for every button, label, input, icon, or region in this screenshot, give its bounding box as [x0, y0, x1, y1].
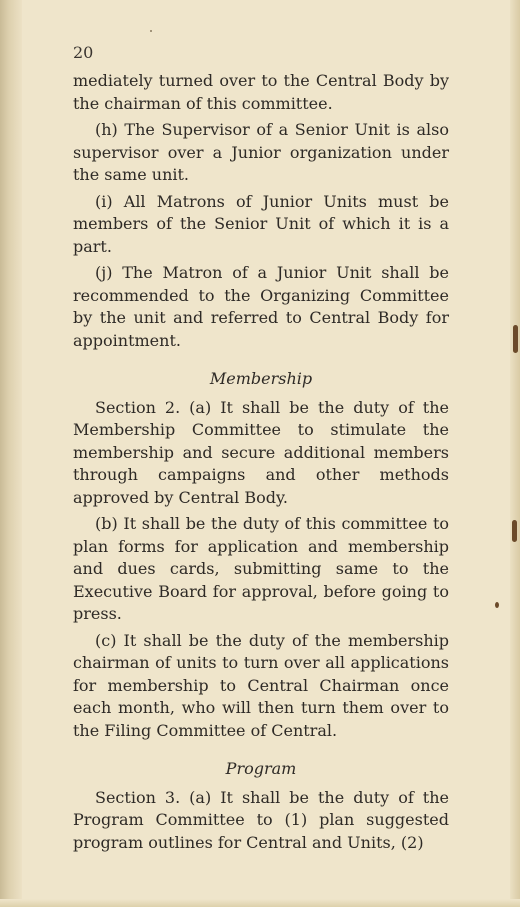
paragraph: Section 3. (a) It shall be the duty of the Program Committee to (1) plan suggested program outlines for Central and Units, (2) — [73, 787, 449, 852]
paper-stain — [495, 602, 499, 608]
paragraph: (b) It shall be the duty of this committee to plan forms for application and membership and dues cards, submitting same to the Executive Board for approval, before going to press. — [73, 514, 449, 623]
page-body — [73, 70, 449, 858]
paragraph: mediately turned over to the Central Body by the chairman of this committee. — [73, 71, 449, 113]
section-heading-membership: Membership — [209, 369, 313, 388]
page-number: 20 — [73, 43, 94, 62]
paper-stain — [513, 325, 518, 353]
section-heading-program: Program — [225, 759, 297, 778]
paragraph: (j) The Matron of a Junior Unit shall be recommended to the Organizing Committee by the unit and referred to Central Body for appointment. — [73, 263, 449, 350]
paragraph: (c) It shall be the duty of the membership chairman of units to turn over all applications for membership to Central Chairman once each month, who will then turn them over to the Filing Committee of Central. — [73, 630, 449, 740]
paragraph: (i) All Matrons of Junior Units must be members of the Senior Unit of which it is a part. — [73, 191, 449, 256]
paper-stain — [512, 520, 517, 542]
page-right-edge — [510, 0, 520, 907]
page-bottom-edge — [0, 899, 520, 907]
paragraph: (h) The Supervisor of a Senior Unit is also supervisor over a Junior organization under the same unit. — [73, 120, 449, 184]
paper-stain — [150, 30, 152, 32]
page-binding-shadow — [0, 0, 22, 907]
paragraph: Section 2. (a) It shall be the duty of the Membership Committee to stimulate the membership and secure additional members through campaigns and other methods approved by Central Body. — [73, 397, 449, 507]
